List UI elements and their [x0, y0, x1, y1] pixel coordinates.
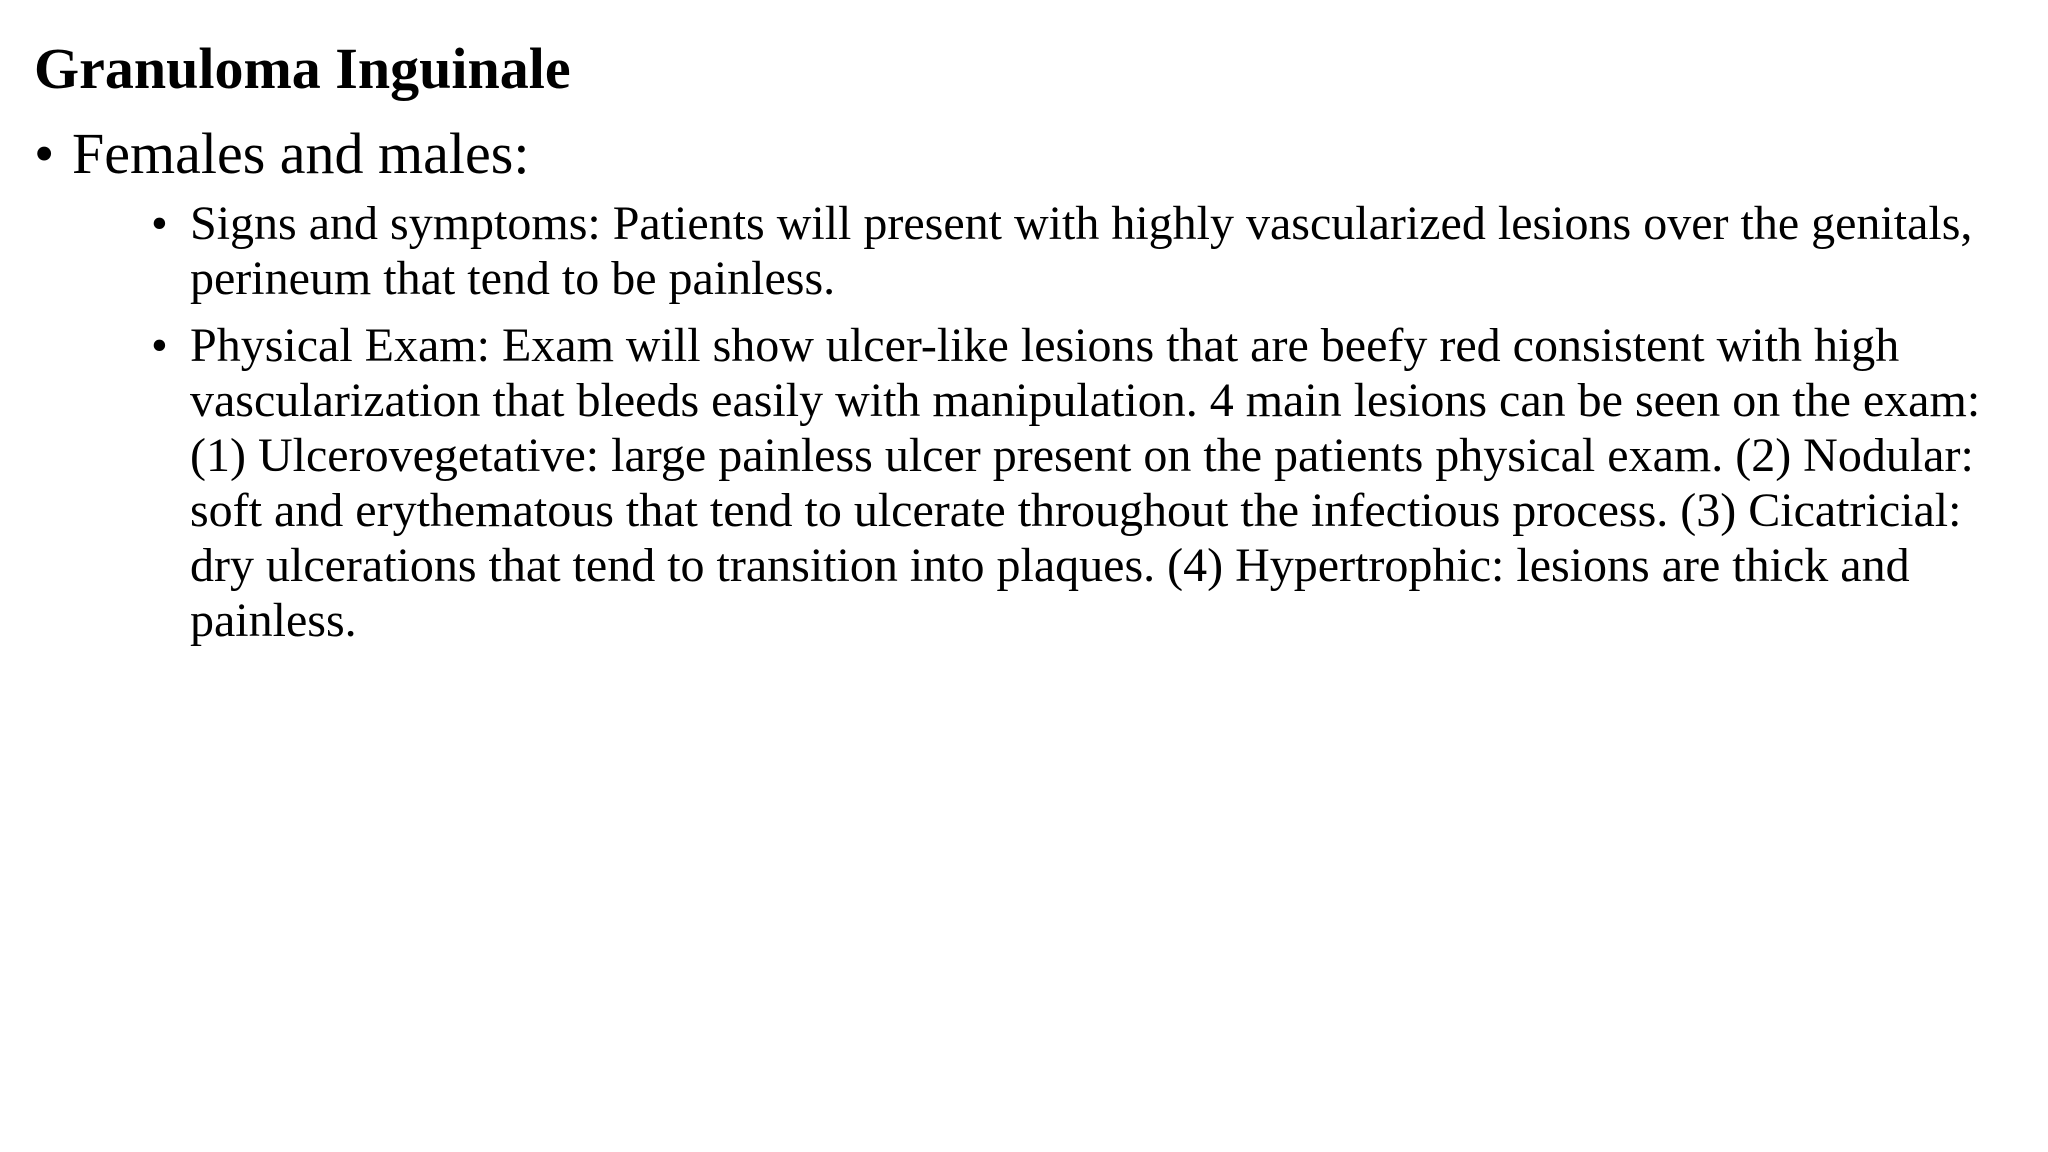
list-item: [34, 122, 2012, 648]
sub-list-item-text: Signs and symptoms: Patients will present with highly vascularized lesions over the genitals, perineum that tend to be painless.: [190, 197, 1973, 305]
bullet-icon: •: [151, 197, 168, 250]
list-item-text: Females and males:: [72, 121, 530, 186]
sub-list-item-signs-symptoms: [151, 196, 2012, 306]
sub-list-item-text: Physical Exam: Exam will show ulcer-like lesions that are beefy red consistent with high vascularization that bleeds easily with manipulation. 4 main lesions can be seen on the exam: (1) Ulcerovegetative: large painless ulcer present on the patients physical exam. (2) Nodular: soft and erythematous that tend to ulcerate throughout the infectious process. (3) Cicatricial: dry ulcerations that tend to transition into plaques. (4) Hypertrophic: lesions are thick and painless.: [190, 319, 1981, 647]
bullet-icon: •: [34, 121, 55, 186]
sub-list-item-physical-exam: [151, 318, 2012, 648]
slide-title: Granuloma Inguinale: [34, 36, 571, 101]
bullet-icon: •: [151, 319, 168, 372]
bullet-list: [34, 122, 2012, 648]
sub-bullet-list: [151, 196, 2012, 648]
